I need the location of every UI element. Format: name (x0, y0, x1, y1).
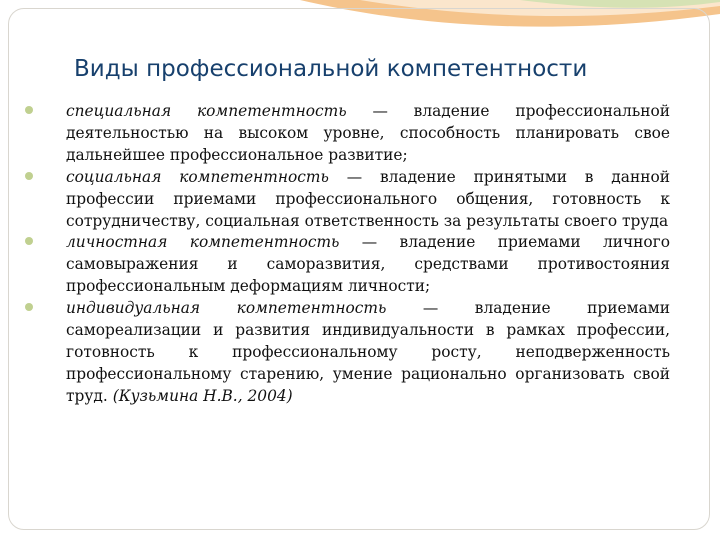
bullet-icon (25, 172, 33, 180)
term: индивидуальная компетентность (66, 299, 387, 318)
bullet-icon (25, 106, 33, 114)
slide-title: Виды профессиональной компетентности (74, 56, 588, 82)
term: личностная компетентность (66, 233, 340, 252)
list-item (18, 232, 670, 298)
definition: — владение профессиональной деятельностью на высоком уровне, способность планировать свое дальнейшее профессиональное развитие; (66, 102, 670, 164)
definition: — владение приемами личного самовыражения и саморазвития, средствами противостояния профессиональным деформациям личности; (66, 233, 671, 296)
list-item-text (66, 298, 670, 408)
term: специальная компетентность (66, 102, 347, 120)
list-item-text (66, 167, 670, 233)
definition: — владение приемами самореализации и развития индивидуальности в рамках профессии, готовность к профессиональному росту, неподверженность профессиональному старению, умение рационально организовать свой труд. (66, 299, 670, 405)
citation: (Кузьмина Н.В., 2004) (107, 386, 293, 405)
list-item-text (66, 101, 670, 167)
list-item-text (66, 232, 670, 298)
list-item (18, 101, 670, 167)
competence-list (18, 101, 670, 408)
list-item (18, 167, 670, 233)
term: социальная компетентность (66, 167, 329, 186)
list-item (18, 298, 670, 408)
bullet-icon (25, 303, 33, 311)
bullet-icon (25, 237, 33, 245)
definition: — владение принятыми в данной профессии приемами профессионального общения, готовность к сотрудничеству, социальная ответственность за результаты своего труда (66, 167, 670, 230)
